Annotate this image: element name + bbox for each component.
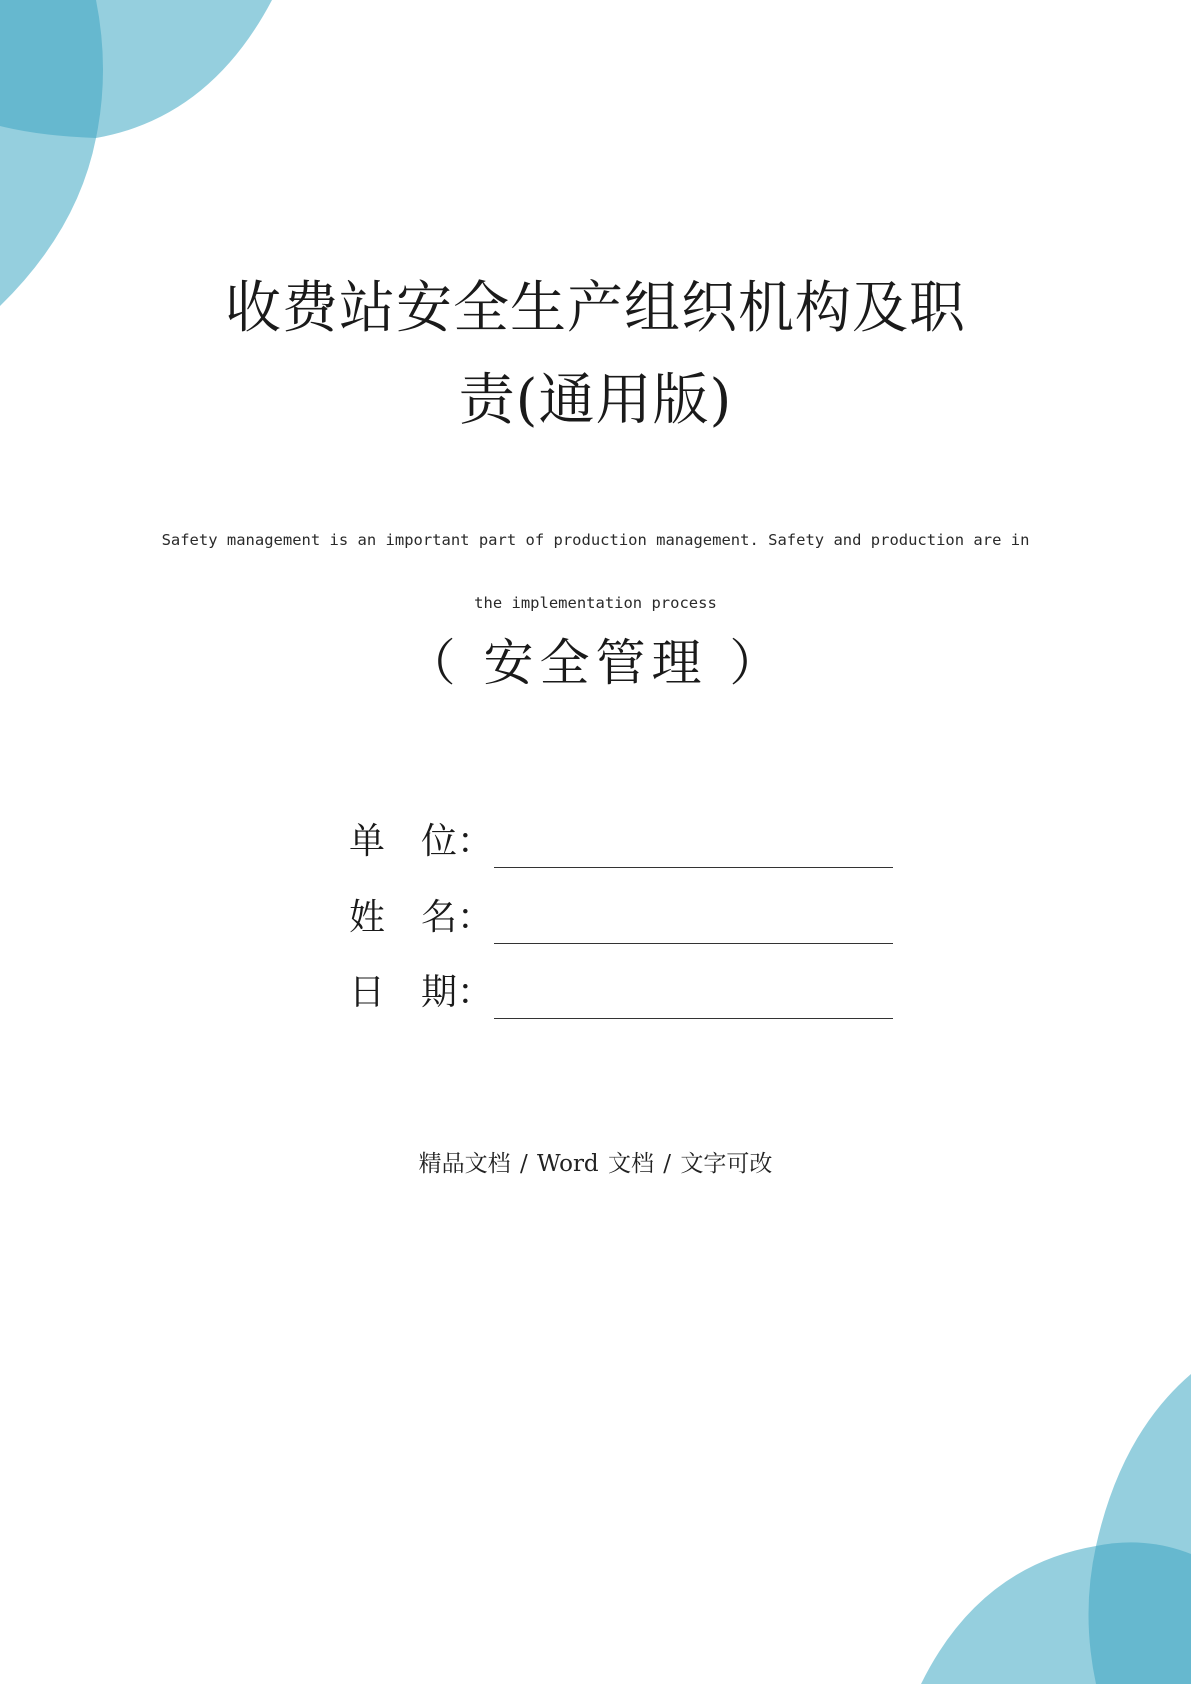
decor-shape-dark [0, 0, 103, 138]
date-label-char-1: 日 [349, 972, 386, 1013]
date-field [349, 963, 893, 1011]
name-label-char-1: 姓 [349, 897, 386, 938]
subtitle-line-1: Safety management is an important part of production management. Safety and production are in [161, 531, 1030, 549]
name-field [349, 888, 893, 936]
name-blank-line[interactable] [494, 942, 893, 944]
document-category: （ 安全管理 ） [405, 634, 786, 692]
unit-label-char-2: 位： [421, 821, 494, 862]
document-title-line-2: 责(通用版) [458, 368, 733, 433]
subtitle-line-2: the implementation process [474, 594, 717, 612]
date-label [349, 972, 494, 1013]
unit-label-char-1: 单 [349, 821, 386, 862]
date-blank-line[interactable] [494, 1017, 893, 1019]
unit-label [349, 821, 494, 862]
footer-note: 精品文档 / Word 文档 / 文字可改 [418, 1151, 773, 1177]
date-label-char-2: 期： [421, 972, 494, 1013]
name-label [349, 897, 494, 938]
corner-decoration-bottom-right [921, 1374, 1191, 1684]
decor-shape-dark [1089, 1542, 1191, 1684]
name-label-char-2: 名： [421, 897, 494, 938]
corner-decoration-top-left [0, 0, 280, 320]
unit-blank-line[interactable] [494, 866, 893, 868]
unit-field [349, 812, 893, 860]
document-title-line-1: 收费站安全生产组织机构及职 [225, 276, 966, 341]
